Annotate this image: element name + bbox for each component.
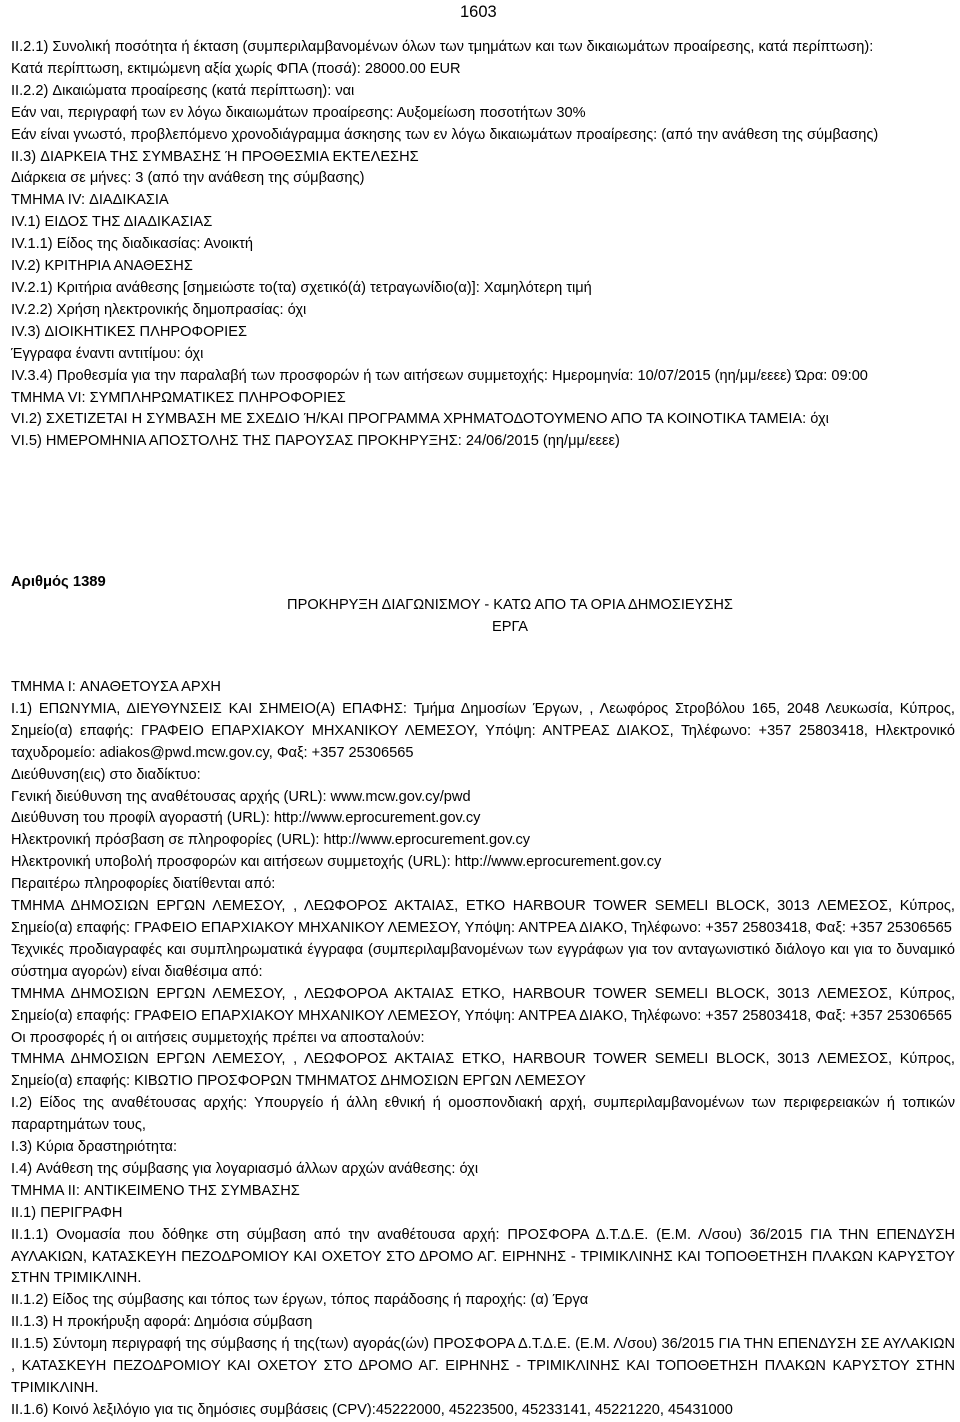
- section-heading: II.3) ΔΙΑΡΚΕΙΑ ΤΗΣ ΣΥΜΒΑΣΗΣ Ή ΠΡΟΘΕΣΜΙΑ ΕΚΤΕΛΕΣΗΣ: [11, 148, 419, 165]
- notice-title-line: ΕΡΓΑ: [492, 619, 528, 635]
- notice-number: Αριθμός 1389: [11, 574, 106, 590]
- section-heading: ΤΜΗΜΑ I: ΑΝΑΘΕΤΟΥΣΑ ΑΡΧΗ: [11, 679, 221, 695]
- paragraph: IV.3.4) Προθεσμία για την παραλαβή των προσφορών ή των αιτήσεων συμμετοχής: Ημερομηνία: 10/07/2015 (ηη/μμ/εεεε) Ώρα: 09:00: [11, 367, 868, 384]
- paragraph: II.1.2) Είδος της σύμβασης και τόπος των έργων, τόπος παράδοσης ή παροχής: (α) Έργα: [11, 1292, 589, 1309]
- paragraph: Διεύθυνση(εις) στο διαδίκτυο:: [11, 766, 201, 783]
- paragraph: Διεύθυνση του προφίλ αγοραστή (URL): http://www.eprocurement.gov.cy: [11, 810, 481, 827]
- section-heading: IV.2) ΚΡΙΤΗΡΙΑ ΑΝΑΘΕΣΗΣ: [11, 258, 193, 275]
- paragraph: ΤΜΗΜΑ ΔΗΜΟΣΙΩΝ ΕΡΓΩΝ ΛΕΜΕΣΟΥ, , ΛΕΩΦΟΡΟΣ ΑΚΤΑΙΑΣ, ΕΤΚΟ HARBOUR TOWER SEMELI BLOCK, 3013 ΛΕΜΕΣΟΣ, Κύπρος, Σημείο(α) επαφής: ΓΡΑΦΕΙΟ ΕΠΑΡΧΙΑΚΟΥ ΜΗΧΑΝΙΚΟΥ ΛΕΜΕΣΟΥ, Υπόψη: ΑΝΤΡΕΑ ΔΙΑΚΟ, Τηλέφωνο: +357 25803418, Φαξ: +357 25306565: [11, 898, 955, 936]
- paragraph: II.1.3) Η προκήρυξη αφορά: Δημόσια σύμβαση: [11, 1314, 313, 1331]
- paragraph: Τεχνικές προδιαγραφές και συμπληρωματικά έγγραφα (συμπεριλαμβανομένων των εγγράφων για τον ανταγωνιστικό διάλογο και για το δυναμικό σύστημα αγορών) είναι διαθέσιμα από:: [11, 941, 955, 980]
- paragraph: II.2.2) Δικαιώματα προαίρεσης (κατά περίπτωση): ναι: [11, 82, 355, 99]
- section-heading: IV.1) ΕΙΔΟΣ ΤΗΣ ΔΙΑΔΙΚΑΣΙΑΣ: [11, 214, 213, 231]
- paragraph: Περαιτέρω πληροφορίες διατίθενται από:: [11, 876, 276, 893]
- paragraph: I.4) Ανάθεση της σύμβασης για λογαριασμό άλλων αρχών ανάθεσης: όχι: [11, 1160, 479, 1177]
- paragraph: ΤΜΗΜΑ ΔΗΜΟΣΙΩΝ ΕΡΓΩΝ ΛΕΜΕΣΟΥ, , ΛΕΩΦΟΡΟΑ ΑΚΤΑΙΑΣ ΕΤΚΟ, HARBOUR TOWER SEMELI BLOCK, 3013 ΛΕΜΕΣΟΣ, Κύπρος, Σημείο(α) επαφής: ΓΡΑΦΕΙΟ ΕΠΑΡΧΙΑΚΟΥ ΜΗΧΑΝΙΚΟΥ ΛΕΜΕΣΟΥ, Υπόψη: ΑΝΤΡΕΑ ΔΙΑΚΟ, Τηλέφωνο: +357 25803418, Φαξ: +357 25306565: [11, 985, 955, 1024]
- paragraph: Εάν ναι, περιγραφή των εν λόγω δικαιωμάτων προαίρεσης: Αυξομείωση ποσοτήτων 30%: [11, 104, 586, 121]
- section-heading: ΤΜΗΜΑ IV: ΔΙΑΔΙΚΑΣΙΑ: [11, 192, 169, 209]
- paragraph: II.1.5) Σύντομη περιγραφή της σύμβασης ή της(των) αγοράς(ών) ΠΡΟΣΦΟΡΑ Δ.Τ.Δ.Ε. (Ε.Μ. Λ/σου) 36/2015 ΓΙΑ ΤΗΝ ΕΠΕΝΔΥΣΗ ΣΕ ΑΥΛΑΚΙΩΝ , ΚΑΤΑΣΚΕΥΗ ΠΕΖΟΔΡΟΜΙΟΥ ΚΑΙ ΟΧΕΤΟΥ ΣΤΟ ΔΡΟΜΟ ΑΓ. ΕΙΡΗΝΗΣ - ΤΡΙΜΙΚΛΙΝΗΣ ΚΑΙ ΤΟΠΟΘΕΤΗΣΗ ΠΛΑΚΩΝ ΚΑΡΥΣΤΟΥ ΣΤΗΝ ΤΡΙΜΙΚΛΙΝΗ.: [11, 1336, 955, 1396]
- paragraph: Εάν είναι γνωστό, προβλεπόμενο χρονοδιάγραμμα άσκησης των εν λόγω δικαιωμάτων προαίρεσης: (από την ανάθεση της σύμβασης): [11, 126, 879, 143]
- notice-body: [11, 677, 955, 1422]
- paragraph: Κατά περίπτωση, εκτιμώμενη αξία χωρίς ΦΠΑ (ποσά): 28000.00 EUR: [11, 60, 461, 77]
- paragraph: Γενική διεύθυνση της αναθέτουσας αρχής (URL): www.mcw.gov.cy/pwd: [11, 788, 471, 805]
- paragraph: Ηλεκτρονική υποβολή προσφορών και αιτήσεων συμμετοχής (URL): http://www.eprocurement.gov.cy: [11, 854, 662, 871]
- section-heading: ΤΜΗΜΑ II: ΑΝΤΙΚΕΙΜΕΝΟ ΤΗΣ ΣΥΜΒΑΣΗΣ: [11, 1182, 300, 1199]
- paragraph: Διάρκεια σε μήνες: 3 (από την ανάθεση της σύμβασης): [11, 170, 365, 187]
- paragraph: Έγγραφα έναντι αντιτίμου: όχι: [11, 345, 204, 362]
- previous-notice-continuation: [11, 37, 955, 453]
- section-heading: IV.3) ΔΙΟΙΚΗΤΙΚΕΣ ΠΛΗΡΟΦΟΡΙΕΣ: [11, 323, 247, 340]
- notice-title: [160, 594, 860, 638]
- paragraph: Οι προσφορές ή οι αιτήσεις συμμετοχής πρέπει να αποσταλούν:: [11, 1029, 425, 1046]
- page-number: 1603: [460, 3, 497, 21]
- paragraph: I.2) Είδος της αναθέτουσας αρχής: Υπουργείο ή άλλη εθνική ή ομοσπονδιακή αρχή, συμπεριλαμβανομένων των περιφερειακών ή τοπικών παραρτημάτων τους,: [11, 1095, 955, 1134]
- paragraph: II.1.6) Κοινό λεξιλόγιο για τις δημόσιες συμβάσεις (CPV):45222000, 45223500, 45233141, 45221220, 45431000: [11, 1401, 733, 1418]
- section-heading: II.1) ΠΕΡΙΓΡΑΦΗ: [11, 1204, 123, 1221]
- paragraph: Ηλεκτρονική πρόσβαση σε πληροφορίες (URL): http://www.eprocurement.gov.cy: [11, 832, 531, 849]
- paragraph: II.1.1) Ονομασία που δόθηκε στη σύμβαση από την αναθέτουσα αρχή: ΠΡΟΣΦΟΡΑ Δ.Τ.Δ.Ε. (Ε.Μ. Λ/σου) 36/2015 ΓΙΑ ΤΗΝ ΕΠΕΝΔΥΣΗ ΑΥΛΑΚΙΩΝ, ΚΑΤΑΣΚΕΥΗ ΠΕΖΟΔΡΟΜΙΟΥ ΚΑΙ ΟΧΕΤΟΥ ΣΤΟ ΔΡΟΜΟ ΑΓ. ΕΙΡΗΝΗΣ - ΤΡΙΜΙΚΛΙΝΗΣ ΚΑΙ ΤΟΠΟΘΕΤΗΣΗ ΠΛΑΚΩΝ ΚΑΡΥΣΤΟΥ ΣΤΗΝ ΤΡΙΜΙΚΛΙΝΗ.: [11, 1226, 955, 1287]
- section-heading: ΤΜΗΜΑ VI: ΣΥΜΠΛΗΡΩΜΑΤΙΚΕΣ ΠΛΗΡΟΦΟΡΙΕΣ: [11, 389, 346, 406]
- paragraph: I.1) ΕΠΩΝΥΜΙΑ, ΔΙΕΥΘΥΝΣΕΙΣ ΚΑΙ ΣΗΜΕΙΟ(Α) ΕΠΑΦΗΣ: Τμήμα Δημοσίων Έργων, , Λεωφόρος Στροβόλου 165, 2048 Λευκωσία, Κύπρος, Σημείο(α) επαφής: ΓΡΑΦΕΙΟ ΕΠΑΡΧΙΑΚΟΥ ΜΗΧΑΝΙΚΟΥ ΛΕΜΕΣΟΥ, Υπόψη: ΑΝΤΡΕΑΣ ΔΙΑΚΟΣ, Τηλέφωνο: +357 25803418, Ηλεκτρονικό ταχυδρομείο: adiakos@pwd.mcw.gov.cy, Φαξ: +357 25306565: [11, 700, 955, 761]
- paragraph: VI.2) ΣΧΕΤΙΖΕΤΑΙ Η ΣΥΜΒΑΣΗ ΜΕ ΣΧΕΔΙΟ Ή/ΚΑΙ ΠΡΟΓΡΑΜΜΑ ΧΡΗΜΑΤΟΔΟΤΟΥΜΕΝΟ ΑΠΟ ΤΑ ΚΟΙΝΟΤΙΚΑ ΤΑΜΕΙΑ: όχι: [11, 411, 829, 428]
- paragraph: VI.5) ΗΜΕΡΟΜΗΝΙΑ ΑΠΟΣΤΟΛΗΣ ΤΗΣ ΠΑΡΟΥΣΑΣ ΠΡΟΚΗΡΥΞΗΣ: 24/06/2015 (ηη/μμ/εεεε): [11, 433, 620, 450]
- paragraph: IV.2.1) Κριτήρια ανάθεσης [σημειώστε το(τα) σχετικό(ά) τετραγωνίδιο(α)]: Χαμηλότερη τιμή: [11, 279, 592, 296]
- paragraph: I.3) Κύρια δραστηριότητα:: [11, 1139, 178, 1156]
- paragraph: IV.1.1) Είδος της διαδικασίας: Ανοικτή: [11, 236, 254, 253]
- paragraph: II.2.1) Συνολική ποσότητα ή έκταση (συμπεριλαμβανομένων όλων των τμημάτων και των δικαιωμάτων προαίρεσης, κατά περίπτωση):: [11, 39, 874, 55]
- paragraph: IV.2.2) Χρήση ηλεκτρονικής δημοπρασίας: όχι: [11, 301, 307, 318]
- notice-title-line: ΠΡΟΚΗΡΥΞΗ ΔΙΑΓΩΝΙΣΜΟΥ - ΚΑΤΩ ΑΠΟ ΤΑ ΟΡΙΑ ΔΗΜΟΣΙΕΥΣΗΣ: [287, 597, 733, 613]
- paragraph: ΤΜΗΜΑ ΔΗΜΟΣΙΩΝ ΕΡΓΩΝ ΛΕΜΕΣΟΥ, , ΛΕΩΦΟΡΟΣ ΑΚΤΑΙΑΣ ΕΤΚΟ, HARBOUR TOWER SEMELI BLOCK, 3013 ΛΕΜΕΣΟΣ, Κύπρος, Σημείο(α) επαφής: ΚΙΒΩΤΙΟ ΠΡΟΣΦΟΡΩΝ ΤΜΗΜΑΤΟΣ ΔΗΜΟΣΙΩΝ ΕΡΓΩΝ ΛΕΜΕΣΟΥ: [11, 1051, 955, 1090]
